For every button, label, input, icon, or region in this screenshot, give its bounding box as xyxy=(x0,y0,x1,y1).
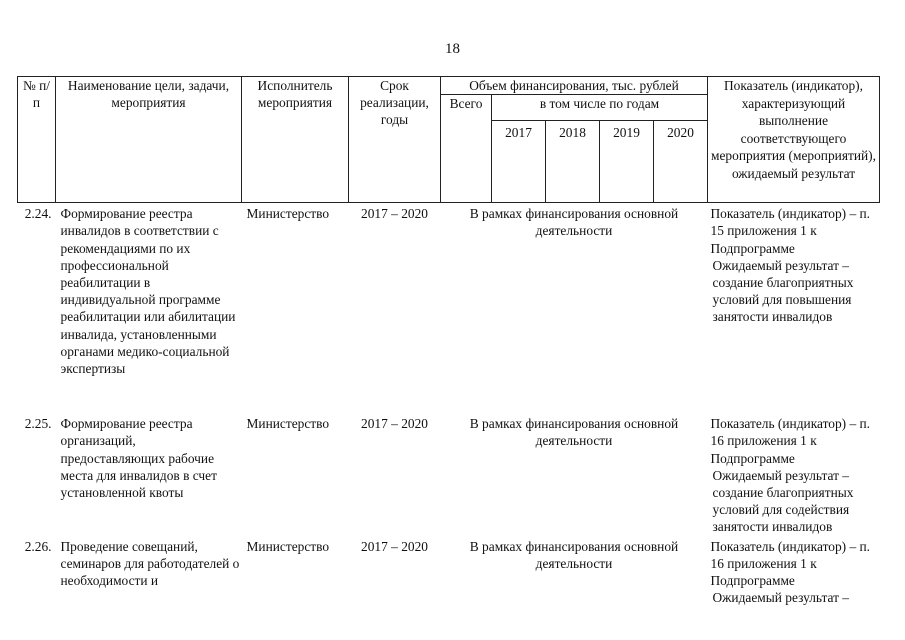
table-row xyxy=(18,413,880,535)
measure-indicator: Показатель (индикатор) – п. 15 приложения 1 к Подпрограмме xyxy=(710,206,871,256)
header-funding: Объем финансирования, тыс. рублей xyxy=(441,77,708,95)
measure-name: Формирование реестра организаций, предоставляющих рабочие места для инвалидов в счет установленной квоты xyxy=(60,416,217,501)
header-total: Всего xyxy=(441,95,492,203)
program-measures-table xyxy=(17,76,880,618)
measure-term: 2017 – 2020 xyxy=(361,416,428,432)
measure-executor: Министерство xyxy=(246,206,330,222)
measure-executor: Министерство xyxy=(246,416,330,432)
measure-indicator-cell xyxy=(708,203,880,414)
row-number: 2.25. xyxy=(24,416,52,432)
header-executor: Исполнитель мероприятия xyxy=(242,77,349,203)
measure-executor: Министерство xyxy=(246,538,330,554)
measure-expected-result: Ожидаемый результат – создание благоприятных условий для повышения занятости инвалидов xyxy=(712,257,854,325)
measure-name: Проведение совещаний, семинаров для работодателей о необходимости и xyxy=(60,538,240,589)
measure-expected-result: Ожидаемый результат – xyxy=(712,590,849,606)
measure-funding: В рамках финансирования основной деятельности xyxy=(469,206,679,239)
header-year-2020: 2020 xyxy=(654,121,708,203)
row-number: 2.24. xyxy=(24,206,52,222)
header-by-years: в том числе по годам xyxy=(492,95,708,121)
measure-funding: В рамках финансирования основной деятельности xyxy=(469,538,679,571)
measure-indicator-cell xyxy=(708,413,880,535)
table-row xyxy=(18,536,880,618)
header-num: № п/п xyxy=(18,77,56,203)
header-term: Срок реализации, годы xyxy=(349,77,441,203)
measure-term: 2017 – 2020 xyxy=(361,538,428,554)
measure-indicator: Показатель (индикатор) – п. 16 приложения 1 к Подпрограмме xyxy=(710,538,871,589)
measure-name: Формирование реестра инвалидов в соответствии с рекомендациями по их профессиональной реабилитации в индивидуальной программе реабилитации или абилитации инвалида, установленными органами медико-социальной экспертизы xyxy=(60,206,236,377)
header-indicator: Показатель (индикатор), характеризующий выполнение соответствующего мероприятия (мероприятий), ожидаемый результат xyxy=(708,77,880,203)
table-header xyxy=(18,77,880,203)
measure-funding: В рамках финансирования основной деятельности xyxy=(469,416,679,449)
row-number: 2.26. xyxy=(24,538,52,554)
header-year-2019: 2019 xyxy=(600,121,654,203)
table-row xyxy=(18,203,880,414)
measure-indicator-cell xyxy=(708,536,880,618)
header-year-2018: 2018 xyxy=(546,121,600,203)
page-number: 18 xyxy=(445,41,460,57)
measure-term: 2017 – 2020 xyxy=(361,206,428,222)
measure-expected-result: Ожидаемый результат – создание благоприятных условий для содействия занятости инвалидов xyxy=(712,467,854,535)
header-year-2017: 2017 xyxy=(492,121,546,203)
measure-indicator: Показатель (индикатор) – п. 16 приложения 1 к Подпрограмме xyxy=(710,416,871,466)
header-name: Наименование цели, задачи, мероприятия xyxy=(56,77,242,203)
